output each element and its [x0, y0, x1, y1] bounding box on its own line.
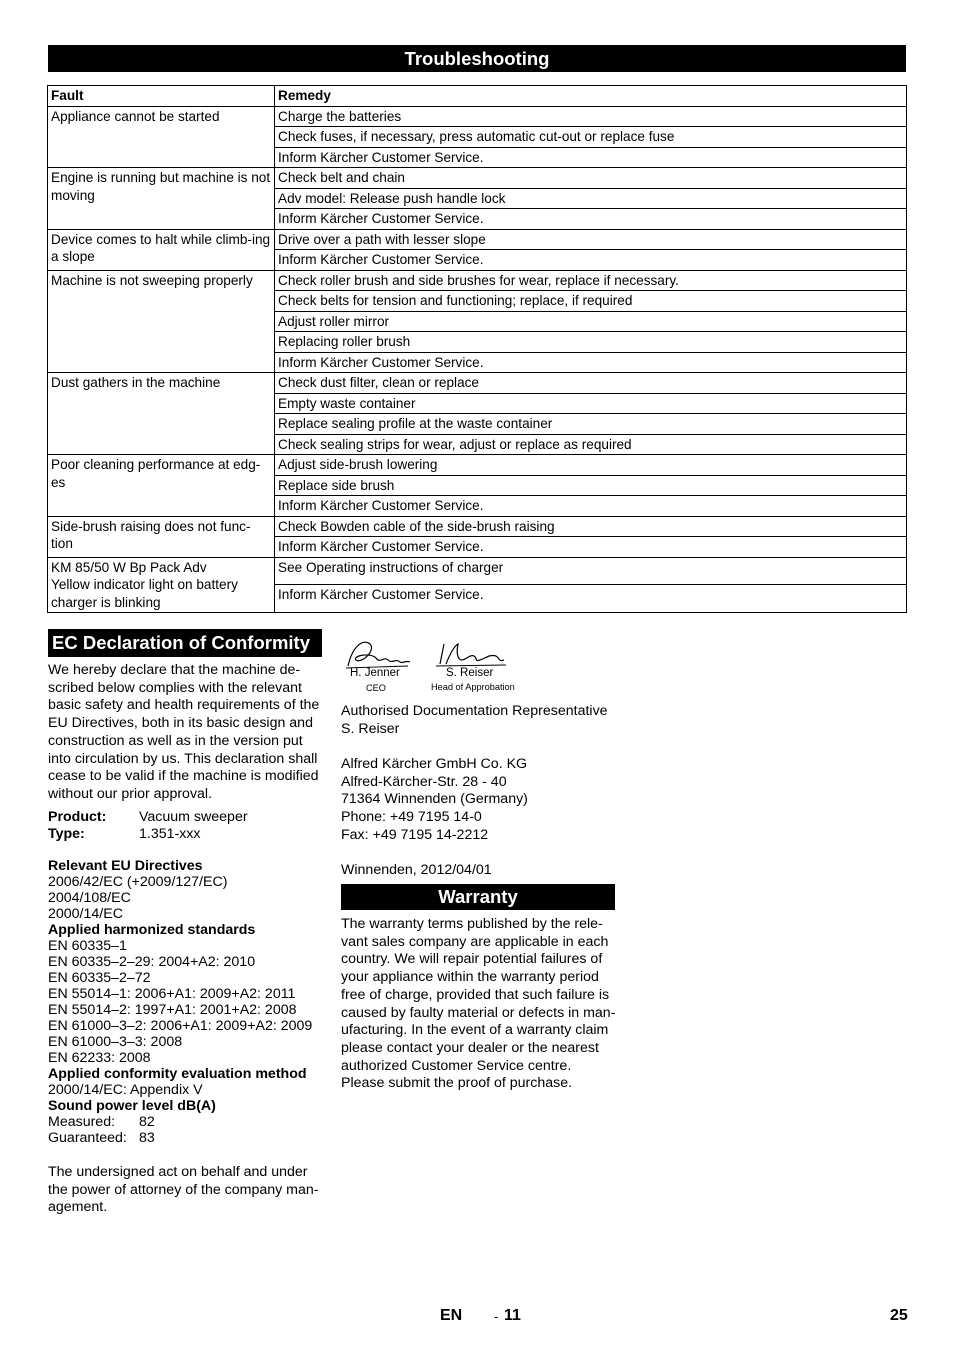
product-info — [48, 809, 324, 842]
declaration-date: Winnenden, 2012/04/01 — [341, 862, 492, 878]
remedy-cell: Inform Kärcher Customer Service. — [275, 147, 907, 168]
remedy-cell: Check Bowden cable of the side-brush raising — [275, 516, 907, 537]
documentation-representative — [341, 703, 621, 738]
fault-cell: Side-brush raising does not func-tion — [48, 516, 275, 557]
remedy-cell: Check belt and chain — [275, 168, 907, 189]
signatory-left-name: H. Jenner — [350, 667, 400, 679]
ec-declaration-heading — [48, 629, 322, 657]
footer-section-page: 11 — [504, 1307, 521, 1324]
standard-item: EN 55014–2: 1997+A1: 2001+A2: 2008 — [48, 1002, 297, 1018]
remedy-cell: Adjust roller mirror — [275, 311, 907, 332]
remedy-cell: Check dust filter, clean or replace — [275, 373, 907, 394]
standards-list — [48, 938, 328, 1066]
measured-label: Measured: — [48, 1114, 116, 1130]
remedy-cell: Replace side brush — [275, 475, 907, 496]
remedy-cell: Replacing roller brush — [275, 332, 907, 353]
reiser-underline — [436, 665, 506, 666]
remedy-cell: Empty waste container — [275, 393, 907, 414]
fault-cell: KM 85/50 W Bp Pack Adv Yellow indicator light on battery charger is blinking — [48, 557, 275, 613]
remedy-cell: Inform Kärcher Customer Service. — [275, 209, 907, 230]
remedy-cell: Replace sealing profile at the waste container — [275, 414, 907, 435]
table-row — [48, 373, 907, 394]
remedy-cell: Drive over a path with lesser slope — [275, 229, 907, 250]
remedy-cell: Inform Kärcher Customer Service. — [275, 352, 907, 373]
fault-column-header: Fault — [48, 86, 275, 107]
directives-list — [48, 874, 328, 922]
signatory-right-role: Head of Approbation — [431, 682, 515, 692]
table-row — [48, 106, 907, 127]
table-row — [48, 168, 907, 189]
company-phone: Phone: +49 7195 14-0 — [341, 809, 482, 826]
type-label: Type: — [48, 825, 85, 842]
guaranteed-row — [48, 1130, 328, 1146]
product-value: Vacuum sweeper — [139, 809, 248, 825]
directives-heading: Relevant EU Directives — [48, 858, 203, 874]
signatory-right-name: S. Reiser — [446, 667, 494, 679]
fault-cell: Dust gathers in the machine — [48, 373, 275, 455]
table-row — [48, 516, 907, 537]
remedy-column-header: Remedy — [275, 86, 907, 107]
signatory-left-role: CEO — [366, 683, 386, 693]
type-row — [48, 826, 324, 843]
ec-declaration-intro: We hereby declare that the machine de-scribed below complies with the relevant basic safety and health requirements of the EU Directives, both in its basic design and construction as well as in the version put into circulation by us. This declaration shall cease to be valid if the machine is modified without our prior approval. — [48, 662, 320, 802]
company-address — [341, 756, 621, 845]
fault-cell: Machine is not sweeping properly — [48, 270, 275, 373]
guaranteed-value: 83 — [139, 1130, 155, 1146]
table-row — [48, 229, 907, 250]
remedy-cell: Check belts for tension and functioning; replace, if required — [275, 291, 907, 312]
company-street: Alfred-Kärcher-Str. 28 - 40 — [341, 773, 507, 790]
sound-heading: Sound power level dB(A) — [48, 1098, 216, 1114]
table-row — [48, 455, 907, 476]
undersigned-statement: The undersigned act on behalf and under the power of attorney of the company man-agement. — [48, 1164, 319, 1216]
standard-item: EN 55014–1: 2006+A1: 2009+A2: 2011 — [48, 986, 296, 1002]
jenner-signature — [348, 642, 410, 666]
remedy-cell: Inform Kärcher Customer Service. — [275, 250, 907, 271]
table-row — [48, 270, 907, 291]
evaluation-method: 2000/14/EC: Appendix V — [48, 1082, 203, 1098]
warranty-text: The warranty terms published by the rele-vant sales company are applicable in each country. We will repair potential failures of your appliance within the warranty period free of charge, provided that such failure is caused by faulty material or defects in man-ufacturing. In the event of a warranty claim please contact your dealer or the nearest authorized Customer Service centre. Please submit the proof of purchase. — [341, 916, 616, 1092]
type-value: 1.351-xxx — [139, 825, 201, 842]
troubleshooting-heading: Troubleshooting — [48, 45, 906, 72]
remedy-cell: Check roller brush and side brushes for wear, replace if necessary. — [275, 270, 907, 291]
company-city: 71364 Winnenden (Germany) — [341, 791, 528, 808]
remedy-cell: See Operating instructions of charger — [275, 557, 907, 585]
product-label: Product: — [48, 809, 107, 825]
remedy-cell: Inform Kärcher Customer Service. — [275, 496, 907, 517]
product-row — [48, 809, 324, 826]
standard-item: EN 61000–3–2: 2006+A1: 2009+A2: 2009 — [48, 1018, 313, 1034]
fault-cell: Appliance cannot be started — [48, 106, 275, 168]
troubleshooting-table — [47, 85, 907, 613]
signature-area — [340, 630, 540, 696]
ec-declaration-title: EC Declaration of Conformity — [52, 632, 310, 653]
footer-language: EN — [440, 1307, 463, 1324]
fault-cell: Poor cleaning performance at edg-es — [48, 455, 275, 517]
standard-item: EN 60335–2–29: 2004+A2: 2010 — [48, 954, 256, 970]
guaranteed-label: Guaranteed: — [48, 1130, 127, 1146]
warranty-heading: Warranty — [341, 884, 615, 910]
directives-block — [48, 858, 328, 1146]
remedy-cell: Inform Kärcher Customer Service. — [275, 537, 907, 558]
remedy-cell: Charge the batteries — [275, 106, 907, 127]
standards-heading: Applied harmonized standards — [48, 922, 256, 938]
directive-item: 2000/14/EC — [48, 906, 123, 922]
footer-dash: - — [494, 1309, 499, 1324]
remedy-cell: Adjust side-brush lowering — [275, 455, 907, 476]
fault-cell: Device comes to halt while climb-ing a slope — [48, 229, 275, 270]
remedy-cell: Inform Kärcher Customer Service. — [275, 585, 907, 613]
representative-name: S. Reiser — [341, 720, 400, 737]
company-name: Alfred Kärcher GmbH Co. KG — [341, 756, 528, 772]
troubleshooting-table-body — [48, 106, 907, 613]
remedy-cell: Check sealing strips for wear, adjust or replace as required — [275, 434, 907, 455]
reiser-signature — [440, 644, 504, 664]
company-fax: Fax: +49 7195 14-2212 — [341, 826, 489, 843]
remedy-cell: Check fuses, if necessary, press automatic cut-out or replace fuse — [275, 127, 907, 148]
standard-item: EN 62233: 2008 — [48, 1050, 151, 1066]
table-header-row — [48, 86, 907, 107]
evaluation-heading: Applied conformity evaluation method — [48, 1066, 307, 1082]
measured-row — [48, 1114, 328, 1130]
footer-page-number: 25 — [890, 1307, 908, 1324]
directive-item: 2004/108/EC — [48, 890, 131, 906]
standard-item: EN 60335–1 — [48, 938, 127, 954]
representative-title: Authorised Documentation Representative — [341, 703, 608, 719]
standard-item: EN 61000–3–3: 2008 — [48, 1034, 183, 1050]
measured-value: 82 — [139, 1114, 155, 1130]
fault-cell: Engine is running but machine is not moving — [48, 168, 275, 230]
directive-item: 2006/42/EC (+2009/127/EC) — [48, 874, 228, 890]
table-row — [48, 557, 907, 585]
remedy-cell: Adv model: Release push handle lock — [275, 188, 907, 209]
standard-item: EN 60335–2–72 — [48, 970, 151, 986]
